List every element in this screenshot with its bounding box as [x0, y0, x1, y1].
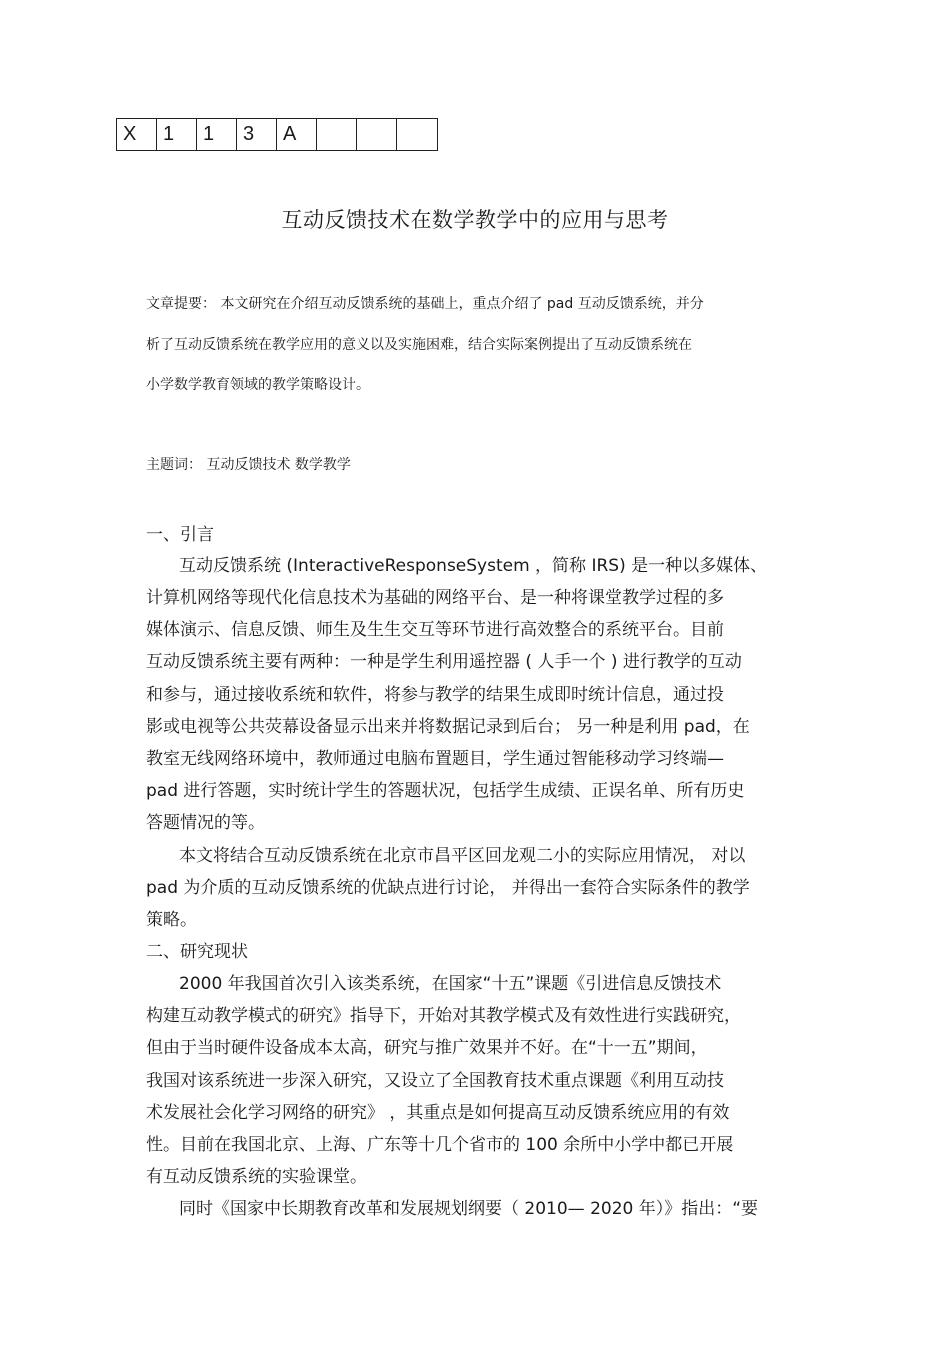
- body-line: 策略。: [146, 910, 197, 930]
- section-heading: 二、研究现状: [146, 942, 248, 962]
- body-line: 教室无线网络环境中，教师通过电脑布置题目，学生通过智能移动学习终端—: [146, 749, 724, 769]
- body-line: 我国对该系统进一步深入研究，又设立了全国教育技术重点课题《利用互动技: [146, 1071, 724, 1091]
- classification-code-box: [116, 118, 438, 151]
- body-line: 互动反馈系统主要有两种：一种是学生利用遥控器 ( 人手一个 ) 进行教学的互动: [146, 652, 742, 672]
- body-line: 和参与，通过接收系统和软件，将参与教学的结果生成即时统计信息，通过投: [146, 685, 724, 705]
- body-line: 答题情况的等。: [146, 813, 265, 833]
- code-cell: 1: [157, 119, 197, 150]
- abstract-line: 析了互动反馈系统在教学应用的意义以及实施困难，结合实际案例提出了互动反馈系统在: [146, 337, 692, 353]
- body-line: 同时《国家中长期教育改革和发展规划纲要（ 2010— 2020 年）》指出：“要: [179, 1199, 759, 1219]
- code-cell: 3: [237, 119, 277, 150]
- body-line: 构建互动教学模式的研究》指导下，开始对其教学模式及有效性进行实践研究，: [146, 1006, 741, 1026]
- keywords: 主题词： 互动反馈技术 数学教学: [146, 457, 351, 473]
- body-line: 有互动反馈系统的实验课堂。: [146, 1167, 367, 1187]
- code-cell: [397, 119, 437, 150]
- body-line: 计算机网络等现代化信息技术为基础的网络平台、是一种将课堂教学过程的多: [146, 588, 724, 608]
- body-line: 但由于当时硬件设备成本太高，研究与推广效果并不好。在“十一五”期间，: [146, 1038, 708, 1058]
- body-line: 互动反馈系统 (InteractiveResponseSystem ，简称 IRS) 是一种以多媒体、: [179, 556, 768, 576]
- body-line: 本文将结合互动反馈系统在北京市昌平区回龙观二小的实际应用情况， 对以: [179, 846, 746, 866]
- body-line: pad 进行答题，实时统计学生的答题状况，包括学生成绩、正误名单、所有历史: [146, 781, 745, 801]
- code-cell: X: [117, 119, 157, 150]
- body-line: 性。目前在我国北京、上海、广东等十几个省市的 100 余所中小学中都已开展: [146, 1135, 734, 1155]
- abstract-line: 小学数学教育领域的教学策略设计。: [146, 377, 370, 393]
- body-line: pad 为介质的互动反馈系统的优缺点进行讨论， 并得出一套符合实际条件的教学: [146, 878, 750, 898]
- body-line: 影或电视等公共荧幕设备显示出来并将数据记录到后台； 另一种是利用 pad，在: [146, 717, 750, 737]
- body-line: 2000 年我国首次引入该类系统，在国家“十五”课题《引进信息反馈技术: [179, 974, 722, 994]
- paper-title: 互动反馈技术在数学教学中的应用与思考: [281, 208, 669, 232]
- abstract-line: 文章提要： 本文研究在介绍互动反馈系统的基础上，重点介绍了 pad 互动反馈系统，并分: [146, 296, 704, 312]
- body-line: 术发展社会化学习网络的研究》 ，其重点是如何提高互动反馈系统应用的有效: [146, 1103, 730, 1123]
- code-cell: [357, 119, 397, 150]
- body-line: 媒体演示、信息反馈、师生及生生交互等环节进行高效整合的系统平台。目前: [146, 620, 724, 640]
- code-cell: 1: [197, 119, 237, 150]
- code-cell: A: [277, 119, 317, 150]
- section-heading: 一、引言: [146, 525, 214, 545]
- code-cell: [317, 119, 357, 150]
